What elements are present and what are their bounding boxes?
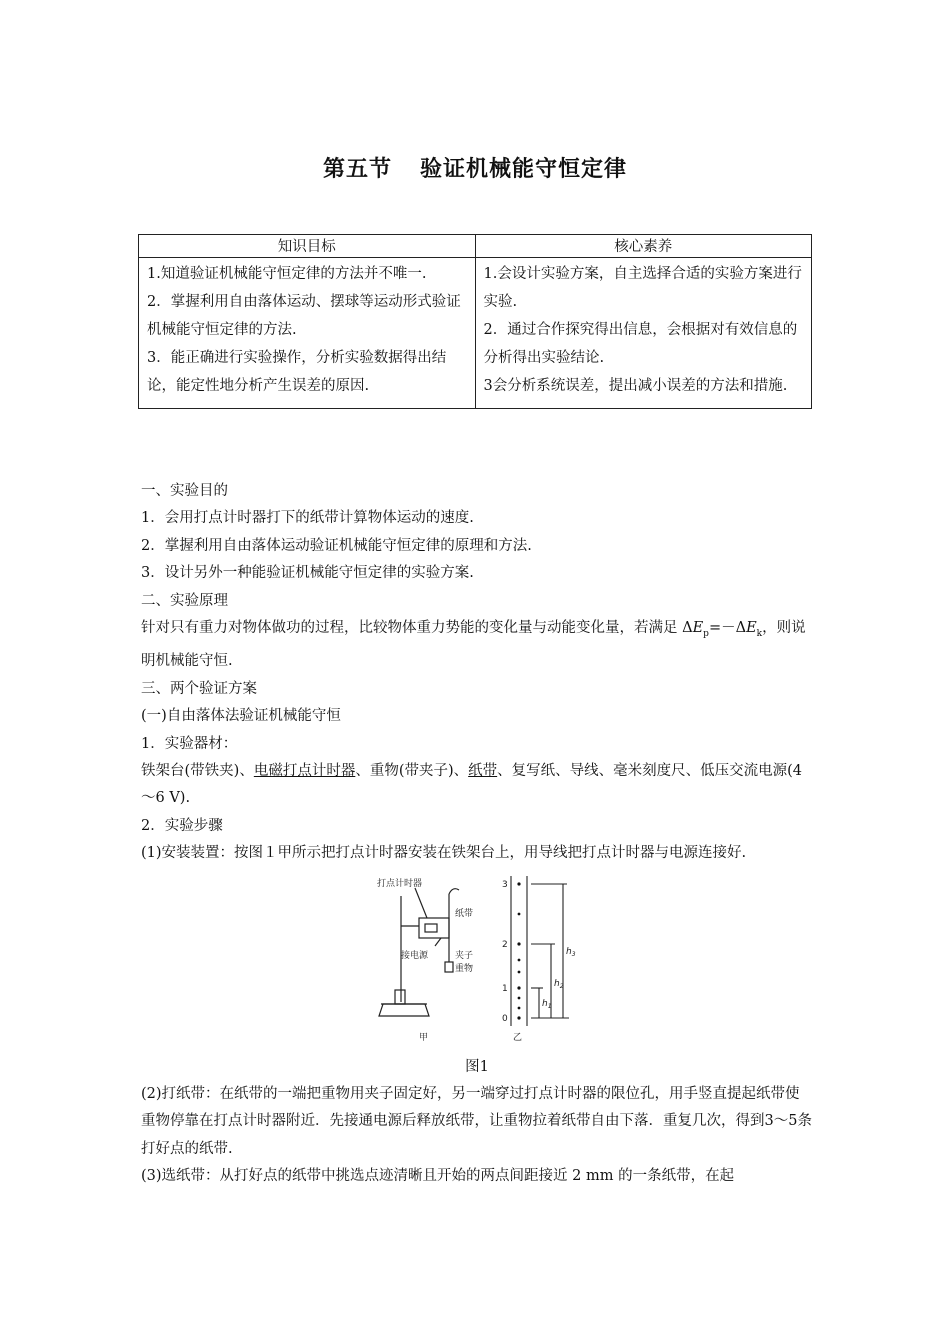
equipment-heading: 1．实验器材： xyxy=(141,735,238,752)
equipment-list xyxy=(141,758,813,813)
heading-principle: 二、实验原理 xyxy=(141,592,228,609)
potential-energy-symbol: E xyxy=(692,620,704,637)
figure-caption: 图1 xyxy=(465,1058,489,1075)
principle-text-b: =－Δ xyxy=(708,620,747,637)
core-literacy-item: 2．通过合作探究得出信息，会根据对有效信息的分析得出实验结论. xyxy=(483,322,798,366)
step-tape: (2)打纸带：在纸带的一端把重物用夹子固定好，另一端穿过打点计时器的限位孔，用手竖直提起纸带使重物停靠在打点计时器附近．先接通电源后释放纸带，让重物拉着纸带自由下落．重复几次，得到3～5条打好点的纸带. xyxy=(141,1085,812,1157)
equipment-timer: 电磁打点计时器 xyxy=(253,762,356,779)
objectives-content-row xyxy=(139,258,812,409)
equipment-text-c: 、复写纸、导线、毫米刻度尺、低压交流电源(4～6 V). xyxy=(141,762,803,807)
scheme-one-heading: (一)自由落体法验证机械能守恒 xyxy=(141,708,341,725)
purpose-item: 2．掌握利用自由落体运动验证机械能守恒定律的原理和方法. xyxy=(141,537,532,554)
objectives-table xyxy=(138,234,812,409)
purpose-item: 3．设计另外一种能验证机械能守恒定律的实验方案. xyxy=(141,565,474,582)
label-h2: $h_2$ xyxy=(554,978,564,990)
point-label: 0 xyxy=(502,1013,508,1024)
heading-schemes: 三、两个验证方案 xyxy=(141,680,257,697)
potential-energy-subscript: p xyxy=(703,628,709,639)
experiment-diagram xyxy=(371,874,591,1046)
label-weight: 重物 xyxy=(455,963,474,974)
heading-purpose: 一、实验目的 xyxy=(141,483,228,499)
point-label: 3 xyxy=(502,879,508,890)
knowledge-goals-cell xyxy=(139,258,476,409)
figure-1 xyxy=(141,872,813,1054)
label-h1: $h_1$ xyxy=(542,998,552,1010)
equipment-text-a: 铁架台(带铁夹)、 xyxy=(141,762,254,779)
principle-text-a: 针对只有重力对物体做功的过程，比较物体重力势能的变化量与动能变化量，若满足 Δ xyxy=(141,620,693,637)
page-title xyxy=(0,152,950,183)
step-select: (3)选纸带：从打好点的纸带中挑选点迹清晰且开始的两点间距接近 2 mm 的一条纸带，在起 xyxy=(141,1168,735,1185)
knowledge-goal-item: 3．能正确进行实验操作，分析实验数据得出结论，能定性地分析产生误差的原因. xyxy=(147,350,447,394)
tape-dots xyxy=(517,882,520,1019)
equipment-tape: 纸带 xyxy=(468,762,498,779)
label-timer: 打点计时器 xyxy=(377,878,423,889)
principle-text-c: ，则说明机械能守恒. xyxy=(141,620,806,670)
label-yi: 乙 xyxy=(513,1032,523,1043)
section-name: 验证机械能守恒定律 xyxy=(420,157,628,182)
equipment-text-b: 、重物(带夹子)、 xyxy=(355,762,469,779)
knowledge-goal-item: 2．掌握利用自由落体运动、摆球等运动形式验证机械能守恒定律的方法. xyxy=(147,294,461,338)
core-literacy-item: 3会分析系统误差，提出减小误差的方法和措施. xyxy=(483,378,788,394)
label-power: 接电源 xyxy=(401,950,429,961)
core-literacy-item: 1.会设计实验方案，自主选择合适的实验方案进行实验. xyxy=(483,266,802,310)
principle-paragraph xyxy=(141,615,813,676)
knowledge-goals-header: 知识目标 xyxy=(139,235,476,258)
step-install: (1)安装装置：按图１甲所示把打点计时器安装在铁架台上，用导线把打点计时器与电源连接好. xyxy=(141,845,747,862)
point-label: 1 xyxy=(502,983,508,994)
kinetic-energy-subscript: k xyxy=(756,628,763,639)
steps-heading: 2．实验步骤 xyxy=(141,817,223,834)
label-clip: 夹子 xyxy=(455,950,474,961)
paper-tape xyxy=(511,876,569,1026)
objectives-header-row xyxy=(139,235,812,258)
purpose-item: 1．会用打点计时器打下的纸带计算物体运动的速度. xyxy=(141,510,474,527)
label-jia: 甲 xyxy=(419,1032,429,1043)
point-label: 2 xyxy=(502,939,508,950)
main-text xyxy=(141,478,813,1191)
core-literacy-cell xyxy=(475,258,812,409)
kinetic-energy-symbol: E xyxy=(746,620,757,637)
knowledge-goal-item: 1.知道验证机械能守恒定律的方法并不唯一. xyxy=(147,266,427,282)
core-literacy-header: 核心素养 xyxy=(475,235,812,258)
label-tape: 纸带 xyxy=(455,908,474,919)
label-h3: $h_3$ xyxy=(566,946,576,958)
section-number: 第五节 xyxy=(322,157,392,182)
